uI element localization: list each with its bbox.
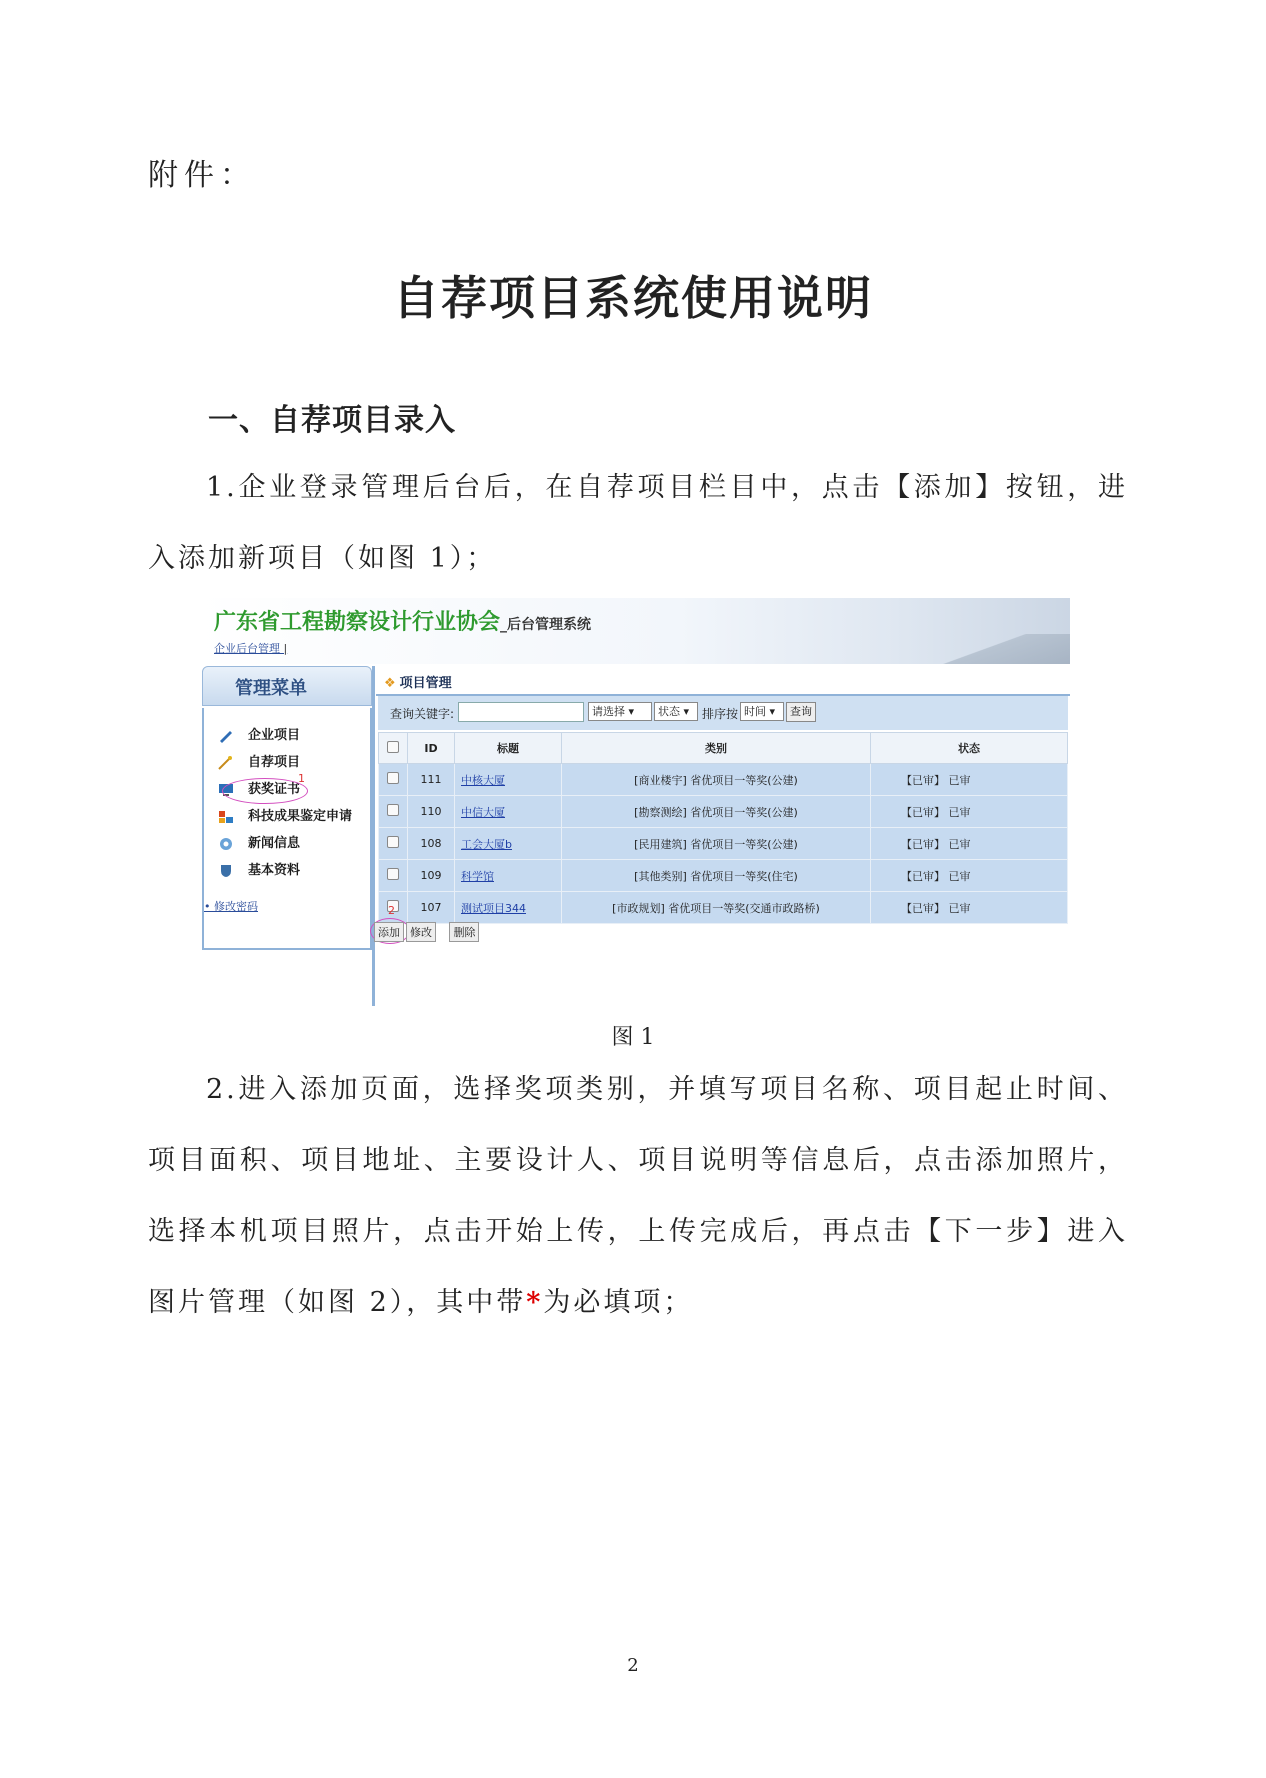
column-header: ID bbox=[408, 733, 455, 764]
category-select[interactable]: 请选择 ▾ bbox=[588, 702, 652, 721]
system-name-text: 广东省工程勘察设计行业协会 bbox=[214, 610, 501, 635]
paragraph-2-end: 为必填项； bbox=[543, 1287, 694, 1318]
header-mountain-graphic bbox=[920, 634, 1070, 664]
cell-category: [勘察测绘] 省优项目一等奖(公建) bbox=[562, 796, 871, 828]
document-title: 自荐项目系统使用说明 bbox=[393, 271, 873, 325]
breadcrumb-separator: | bbox=[283, 642, 288, 655]
sidebar-item-enterprise-projects[interactable] bbox=[218, 724, 300, 746]
page-number: 2 bbox=[627, 1655, 639, 1676]
column-header: 状态 bbox=[871, 733, 1068, 764]
breadcrumb-link[interactable]: 企业后台管理 bbox=[214, 642, 280, 655]
cell-status: 【已审】 已审 bbox=[871, 892, 1068, 924]
paragraph-2-text: 2.进入添加页面，选择奖项类别，并填写项目名称、项目起止时间、项目面积、项目地址、主要设计人、项目说明等信息后，点击添加照片，选择本机项目照片，点击开始上传，上传完成后，再点击【下一步】进入图片管理（如图 2），其中带 bbox=[148, 1074, 1128, 1318]
row-checkbox[interactable] bbox=[387, 836, 399, 848]
projects-table bbox=[378, 732, 1068, 924]
cell-status: 【已审】 已审 bbox=[871, 796, 1068, 828]
cell-title[interactable] bbox=[455, 892, 562, 924]
sidebar-item-label: 基本资料 bbox=[248, 863, 301, 878]
sort-select[interactable]: 时间 ▾ bbox=[740, 702, 784, 721]
category-select-value: 请选择 bbox=[592, 705, 625, 718]
sidebar-item-label: 获奖证书 bbox=[248, 782, 301, 797]
column-header: 类别 bbox=[562, 733, 871, 764]
main-panel bbox=[376, 666, 1070, 1006]
pencil-icon bbox=[218, 729, 234, 743]
figure-caption: 图 1 bbox=[611, 1025, 655, 1050]
row-select[interactable] bbox=[379, 860, 408, 892]
paragraph-2 bbox=[148, 1054, 1128, 1338]
status-select-value: 状态 bbox=[658, 705, 680, 718]
sidebar-item-label: 企业项目 bbox=[248, 728, 301, 743]
annotation-number-1: 1 bbox=[298, 772, 305, 785]
delete-button[interactable]: 删除 bbox=[449, 922, 479, 942]
figure-1-screenshot bbox=[198, 598, 1070, 1006]
row-select[interactable] bbox=[379, 796, 408, 828]
cell-status: 【已审】 已审 bbox=[871, 828, 1068, 860]
annotation-number-2: 2 bbox=[388, 904, 395, 917]
search-bar bbox=[378, 696, 1068, 730]
annotation-circle-1 bbox=[222, 778, 308, 804]
cell-category: [民用建筑] 省优项目一等奖(公建) bbox=[562, 828, 871, 860]
diamond-icon: ❖ bbox=[384, 676, 396, 691]
sidebar-item-label: 科技成果鉴定申请 bbox=[248, 809, 353, 824]
column-header: 标题 bbox=[455, 733, 562, 764]
project-link[interactable]: 科学馆 bbox=[461, 869, 494, 883]
sort-select-value: 时间 bbox=[744, 705, 766, 718]
cell-status: 【已审】 已审 bbox=[871, 764, 1068, 796]
cell-category: [商业楼宇] 省优项目一等奖(公建) bbox=[562, 764, 871, 796]
change-password-link[interactable]: • 修改密码 bbox=[204, 900, 258, 913]
row-select[interactable] bbox=[379, 764, 408, 796]
cell-title[interactable] bbox=[455, 796, 562, 828]
add-button[interactable]: 添加 bbox=[374, 922, 404, 942]
system-header bbox=[198, 598, 1070, 664]
table-header-row bbox=[379, 733, 1068, 764]
project-link[interactable]: 中信大厦 bbox=[461, 805, 505, 819]
menu-title: 管理菜单 bbox=[235, 678, 307, 699]
sidebar-item-label: 自荐项目 bbox=[248, 755, 301, 770]
row-checkbox[interactable] bbox=[387, 804, 399, 816]
row-checkbox[interactable] bbox=[387, 868, 399, 880]
required-asterisk: * bbox=[526, 1287, 544, 1318]
cell-category: [其他类别] 省优项目一等奖(住宅) bbox=[562, 860, 871, 892]
table-row bbox=[379, 892, 1068, 924]
menu-header bbox=[202, 666, 372, 706]
cell-status: 【已审】 已审 bbox=[871, 860, 1068, 892]
sidebar-item-recommended-projects[interactable] bbox=[218, 751, 300, 773]
shield-icon bbox=[218, 864, 234, 878]
sidebar-item-tech-appraisal[interactable] bbox=[218, 805, 352, 827]
table-row bbox=[379, 764, 1068, 796]
select-all-header[interactable] bbox=[379, 733, 408, 764]
wand-icon bbox=[218, 756, 234, 770]
action-buttons bbox=[374, 922, 481, 942]
cell-id: 107 bbox=[408, 892, 455, 924]
status-select[interactable]: 状态 ▾ bbox=[654, 702, 698, 721]
blocks-icon bbox=[218, 810, 234, 824]
main-title bbox=[384, 672, 452, 691]
project-link[interactable]: 测试项目344 bbox=[461, 901, 526, 915]
attachment-label: 附件： bbox=[148, 158, 256, 193]
sidebar bbox=[198, 666, 375, 1006]
system-subtitle: _后台管理系统 bbox=[500, 617, 592, 633]
cell-title[interactable] bbox=[455, 860, 562, 892]
cell-id: 109 bbox=[408, 860, 455, 892]
cell-category: [市政规划] 省优项目一等奖(交通市政路桥) bbox=[562, 892, 871, 924]
row-checkbox[interactable] bbox=[387, 772, 399, 784]
edit-button[interactable]: 修改 bbox=[406, 922, 436, 942]
cell-id: 111 bbox=[408, 764, 455, 796]
project-link[interactable]: 中核大厦 bbox=[461, 773, 505, 787]
cell-title[interactable] bbox=[455, 764, 562, 796]
change-password-text[interactable]: 修改密码 bbox=[214, 900, 258, 913]
paragraph-1: 1.企业登录管理后台后，在自荐项目栏目中，点击【添加】按钮，进入添加新项目（如图 1）； bbox=[148, 472, 1128, 574]
search-input[interactable] bbox=[458, 702, 584, 722]
table-row bbox=[379, 828, 1068, 860]
sidebar-item-news[interactable] bbox=[218, 832, 300, 854]
cell-id: 110 bbox=[408, 796, 455, 828]
sidebar-item-basic-info[interactable] bbox=[218, 859, 300, 881]
sort-label: 排序按 bbox=[702, 707, 739, 721]
select-all-checkbox[interactable] bbox=[387, 741, 399, 753]
sidebar-item-label: 新闻信息 bbox=[248, 836, 301, 851]
search-label: 查询关键字: bbox=[390, 707, 455, 721]
main-title-text: 项目管理 bbox=[399, 676, 452, 691]
table-row bbox=[379, 796, 1068, 828]
project-link[interactable]: 工会大厦b bbox=[461, 837, 512, 851]
section-heading: 一、自荐项目录入 bbox=[208, 403, 456, 438]
breadcrumb[interactable] bbox=[214, 640, 287, 656]
row-select[interactable] bbox=[379, 828, 408, 860]
query-button[interactable]: 查询 bbox=[786, 702, 816, 722]
cell-title[interactable] bbox=[455, 828, 562, 860]
globe-icon bbox=[218, 837, 234, 851]
system-name bbox=[214, 605, 591, 636]
table-row bbox=[379, 860, 1068, 892]
cell-id: 108 bbox=[408, 828, 455, 860]
